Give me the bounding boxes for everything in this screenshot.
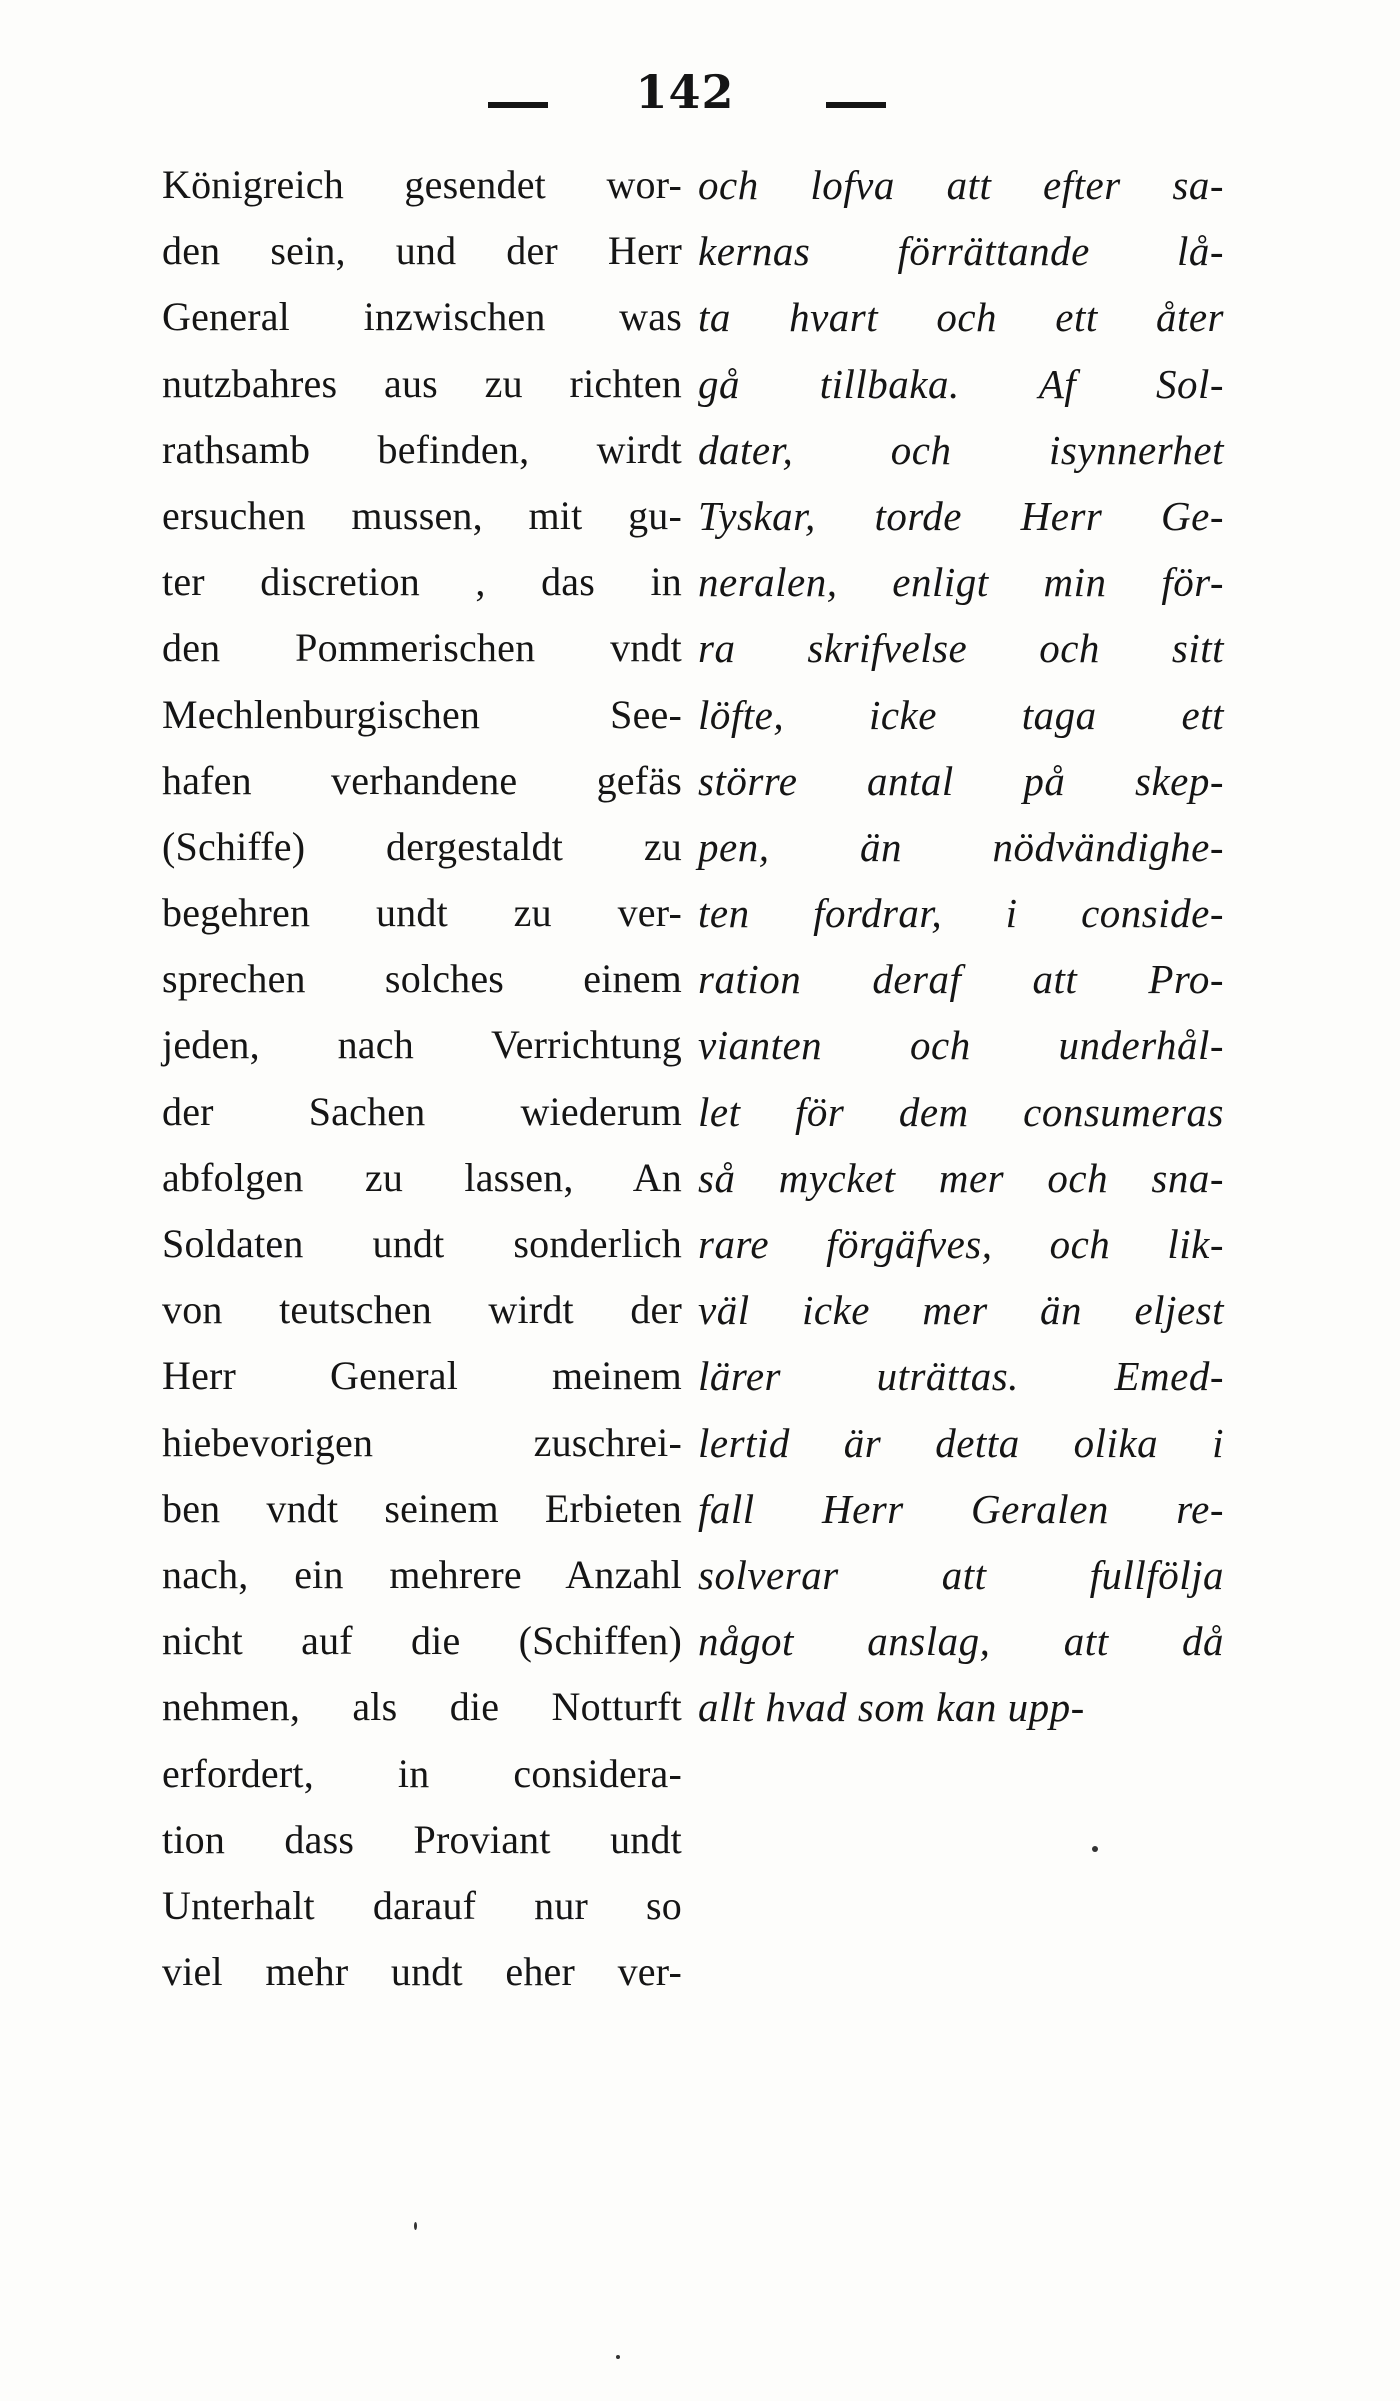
text-line: begehren undt zu ver- [162,890,682,936]
text-line: allt hvad som kan upp- [698,1684,1085,1731]
text-line: ta hvart och ett åter [698,294,1224,341]
text-line: fall Herr Geralen re- [698,1485,1224,1532]
text-line: hafen verhandene gefäs [162,757,682,803]
text-line: Tyskar, torde Herr Ge- [698,492,1224,539]
page-header [0,62,1400,122]
text-line: vianten och underhål- [698,1022,1224,1069]
text-line: rare förgäfves, och lik- [698,1221,1224,1267]
text-line: nehmen, als die Notturft [162,1684,682,1730]
text-line: nutzbahres aus zu richten [162,360,682,406]
header-right-rule [826,102,886,108]
text-line: den Pommerischen vndt [162,625,682,671]
text-line: rathsamb befinden, wirdt [162,426,682,472]
text-line: gå tillbaka. Af Sol- [698,360,1224,407]
text-line: ration deraf att Pro- [698,956,1224,1003]
text-line: ter discretion , das in [162,559,682,605]
ink-speck [414,2222,417,2230]
ink-speck [1092,1846,1098,1852]
text-line: jeden, nach Verrichtung [162,1022,682,1068]
text-line: Herr General meinem [162,1353,682,1399]
text-line: Soldaten undt sonderlich [162,1221,682,1266]
text-line: lärer uträttas. Emed- [698,1353,1224,1400]
text-line: viel mehr undt eher ver- [162,1949,682,1995]
text-line: nach, ein mehrere Anzahl [162,1551,682,1597]
text-line: solverar att fullfölja [698,1551,1224,1598]
text-line: tion dass Proviant undt [162,1816,682,1862]
text-line: och lofva att efter sa- [698,162,1224,208]
text-line: Mechlenburgischen See- [162,691,682,737]
text-line: så mycket mer och sna- [698,1154,1224,1201]
text-line: väl icke mer än eljest [698,1287,1224,1334]
text-line: neralen, enligt min för- [698,559,1224,606]
text-line: let för dem consumeras [698,1088,1224,1135]
text-line: sprechen solches einem [162,956,682,1002]
text-line: ten fordrar, i conside- [698,890,1224,937]
text-line: pen, än nödvändighe- [698,823,1224,870]
text-line: lertid är detta olika i [698,1419,1224,1466]
text-line: General inzwischen was [162,294,682,340]
swedish-text-column [698,152,1224,1741]
ink-speck [616,2355,620,2359]
text-line: den sein, und der Herr [162,228,682,274]
text-line: hiebevorigen zuschrei- [162,1419,682,1465]
text-line: Unterhalt darauf nur so [162,1882,682,1928]
text-line: der Sachen wiederum [162,1088,682,1134]
text-line: (Schiffe) dergestaldt zu [162,823,682,869]
text-line: något anslag, att då [698,1618,1224,1665]
text-line: löfte, icke taga ett [698,691,1224,738]
text-line: ersuchen mussen, mit gu- [162,492,682,538]
text-line: von teutschen wirdt der [162,1287,682,1333]
text-line: erfordert, in considera- [162,1750,682,1796]
text-line: nicht auf die (Schiffen) [162,1618,682,1664]
text-line: Königreich gesendet wor- [162,162,682,207]
header-left-rule [488,102,548,108]
german-text-column [162,152,682,2005]
text-line: dater, och isynnerhet [698,426,1224,473]
page-number: 142 [635,65,735,119]
text-line: ben vndt seinem Erbieten [162,1485,682,1531]
text-line: ra skrifvelse och sitt [698,625,1224,672]
text-line: större antal på skep- [698,757,1224,804]
text-line: abfolgen zu lassen, An [162,1154,682,1200]
text-line: kernas förrättande lå- [698,228,1224,275]
